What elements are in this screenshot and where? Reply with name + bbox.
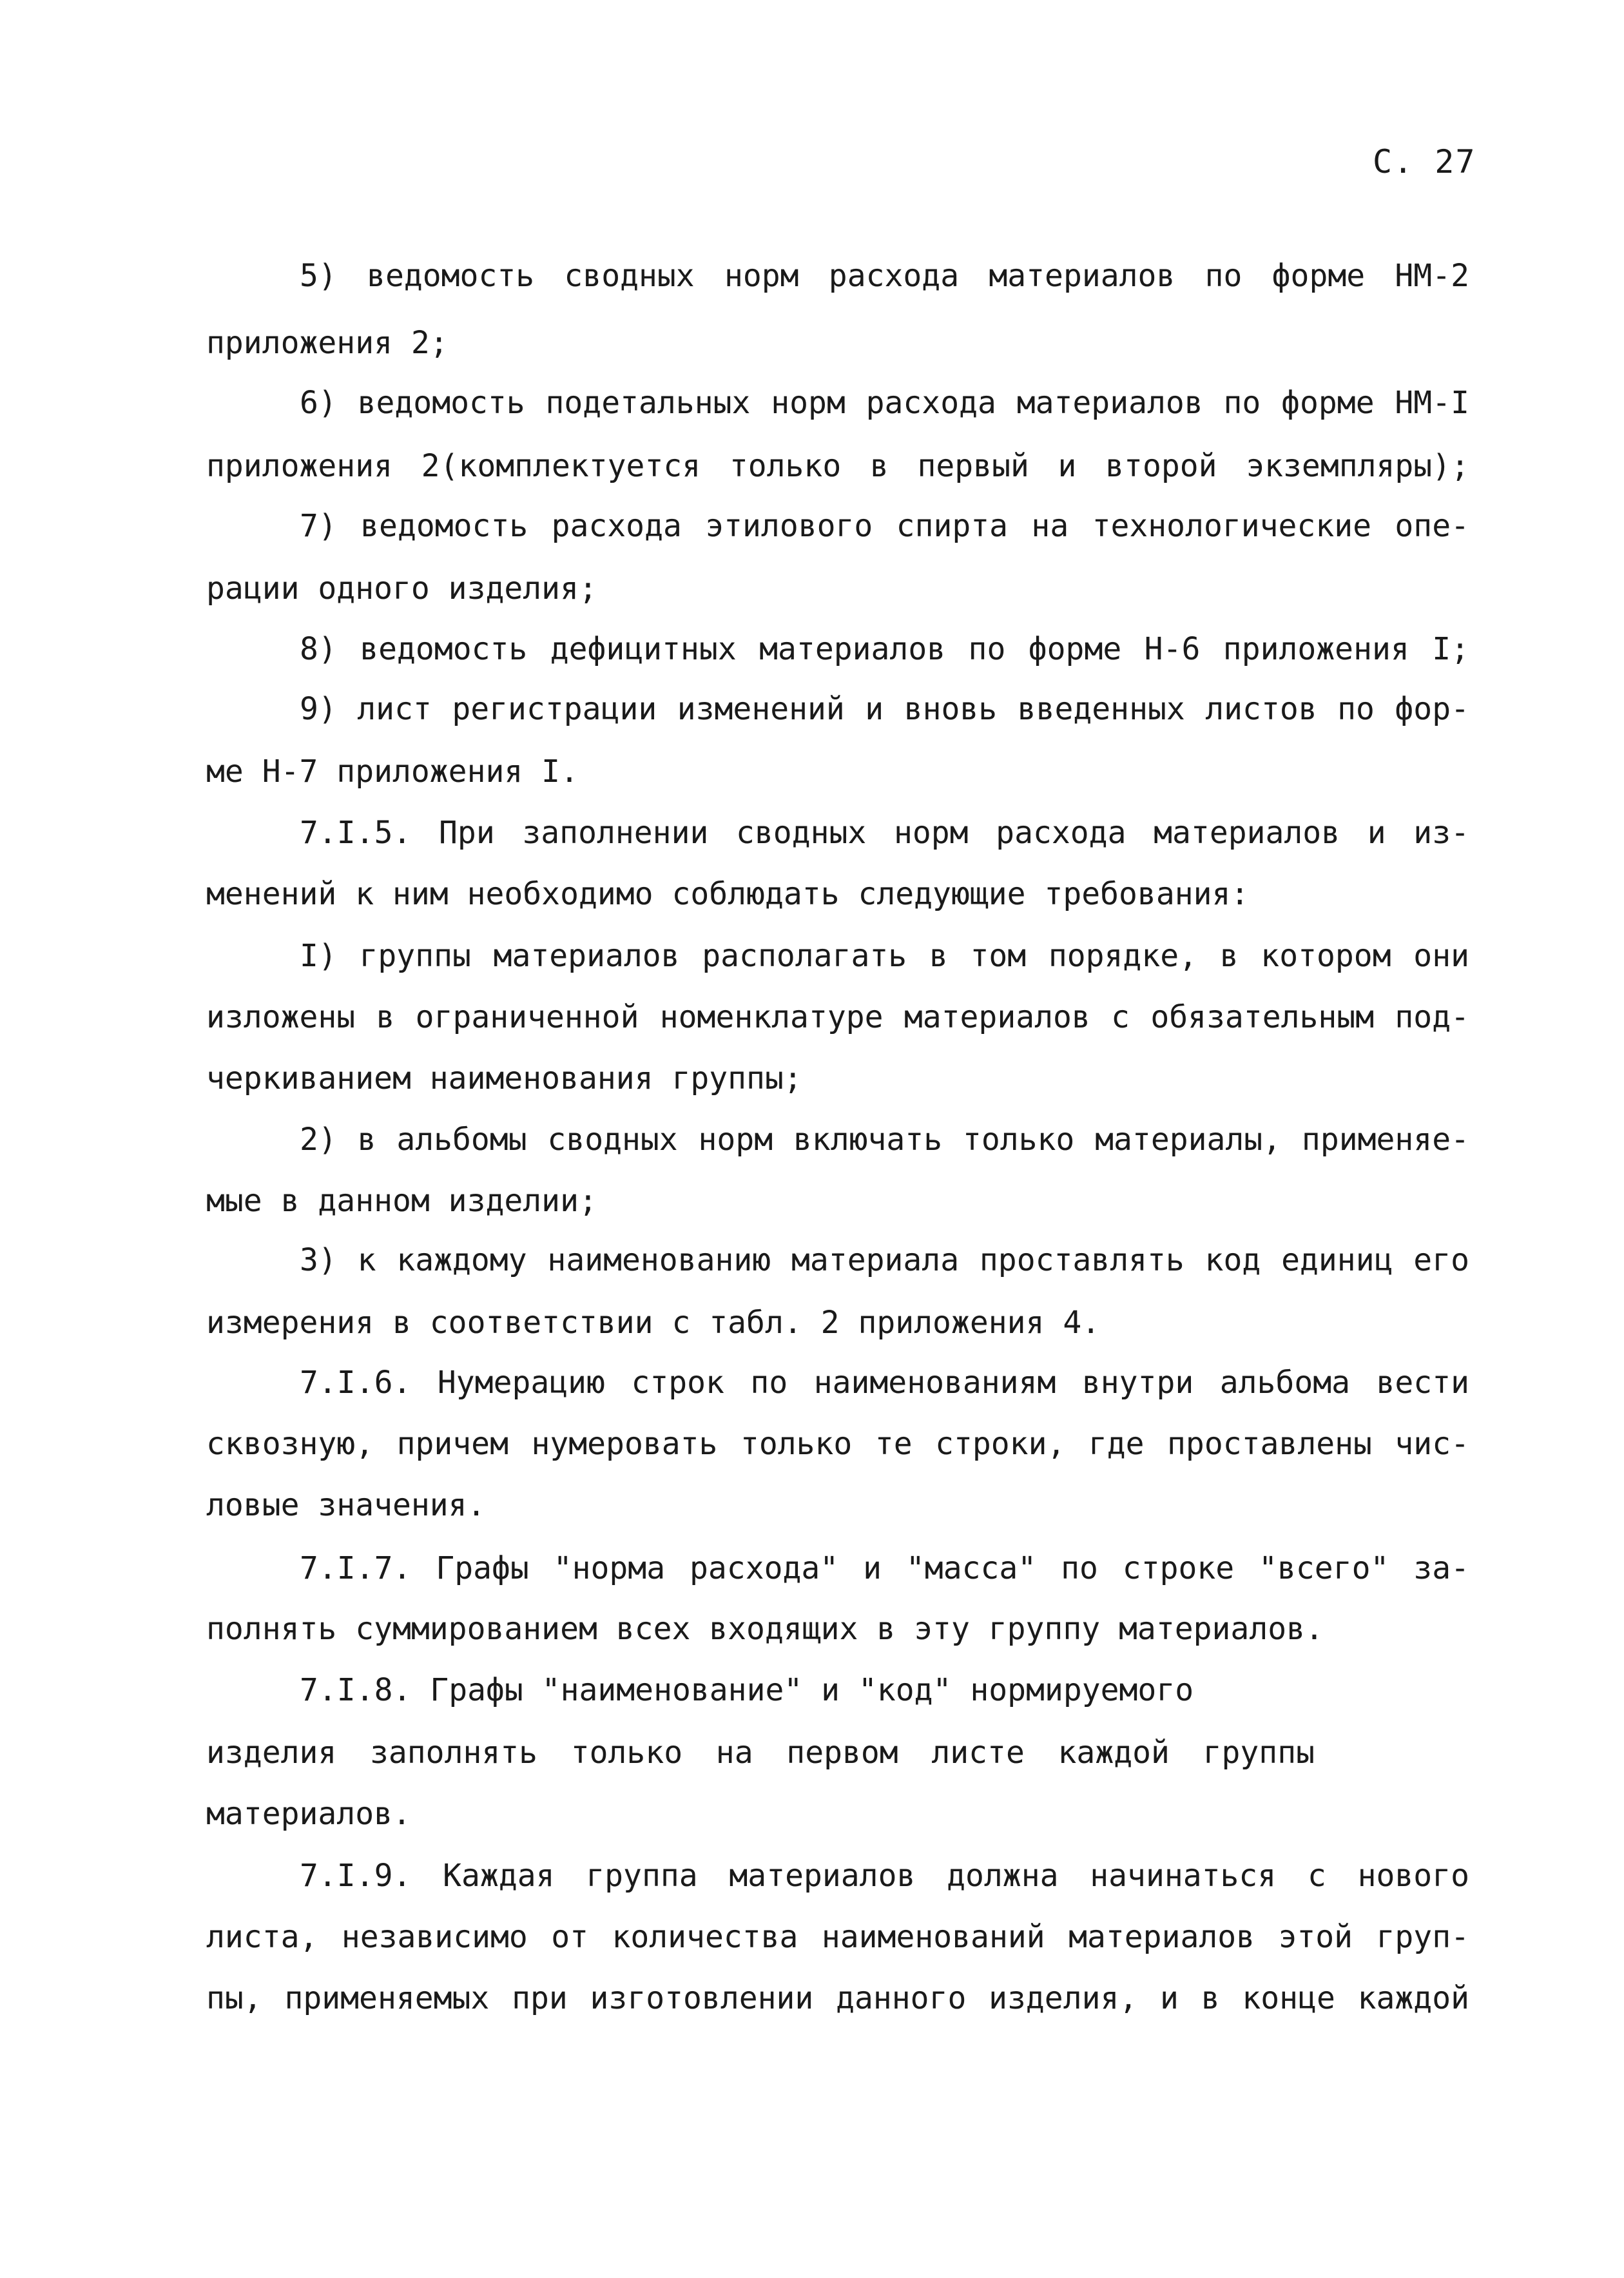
- text-line: приложения 2;: [206, 325, 449, 361]
- text-line: черкиванием наименования группы;: [206, 1060, 802, 1096]
- text-line: ловые значения.: [206, 1487, 486, 1523]
- text-line: 7.I.6. Нумерацию строк по наименованиям внутри альбома вести: [300, 1365, 1469, 1401]
- text-line: изложены в ограниченной номенклатуре материалов с обязательным под-: [206, 999, 1469, 1035]
- text-line: мые в данном изделии;: [206, 1183, 597, 1219]
- text-line: полнять суммированием всех входящих в эту группу материалов.: [206, 1611, 1324, 1647]
- text-line: 7.I.9. Каждая группа материалов должна начинаться с нового: [300, 1858, 1469, 1894]
- text-line: 7) ведомость расхода этилового спирта на технологические опе-: [300, 508, 1469, 544]
- text-line: 6) ведомость подетальных норм расхода материалов по форме НМ-I: [300, 385, 1469, 421]
- page-number: С. 27: [1373, 143, 1476, 180]
- text-line: ме Н-7 приложения I.: [206, 754, 579, 790]
- text-line: пы, применяемых при изготовлении данного изделия, и в конце каждой: [206, 1980, 1469, 2016]
- text-line: 5) ведомость сводных норм расхода материалов по форме НМ-2: [300, 258, 1469, 294]
- text-line: рации одного изделия;: [206, 570, 597, 607]
- text-line: сквозную, причем нумеровать только те строки, где проставлены чис-: [206, 1426, 1469, 1462]
- text-line: 7.I.8. Графы "наименование" и "код" нормируемого: [300, 1672, 1194, 1708]
- text-line: I) группы материалов располагать в том порядке, в котором они: [300, 938, 1469, 974]
- text-line: 7.I.7. Графы "норма расхода" и "масса" по строке "всего" за-: [300, 1550, 1469, 1586]
- text-line: 3) к каждому наименованию материала проставлять код единиц его: [300, 1242, 1469, 1278]
- text-line: изделия заполнять только на первом листе каждой группы: [206, 1735, 1315, 1771]
- text-line: 2) в альбомы сводных норм включать только материалы, применяе-: [300, 1122, 1469, 1158]
- text-line: 8) ведомость дефицитных материалов по форме Н-6 приложения I;: [300, 631, 1469, 667]
- text-line: 7.I.5. При заполнении сводных норм расхода материалов и из-: [300, 815, 1469, 851]
- text-line: листа, независимо от количества наименований материалов этой груп-: [206, 1919, 1469, 1955]
- text-line: измерения в соответствии с табл. 2 приложения 4.: [206, 1305, 1101, 1341]
- text-line: менений к ним необходимо соблюдать следующие требования:: [206, 876, 1250, 912]
- text-line: материалов.: [206, 1796, 411, 1832]
- text-line: приложения 2(комплектуется только в первый и второй экземпляры);: [206, 448, 1469, 484]
- text-line: 9) лист регистрации изменений и вновь введенных листов по фор-: [300, 691, 1469, 727]
